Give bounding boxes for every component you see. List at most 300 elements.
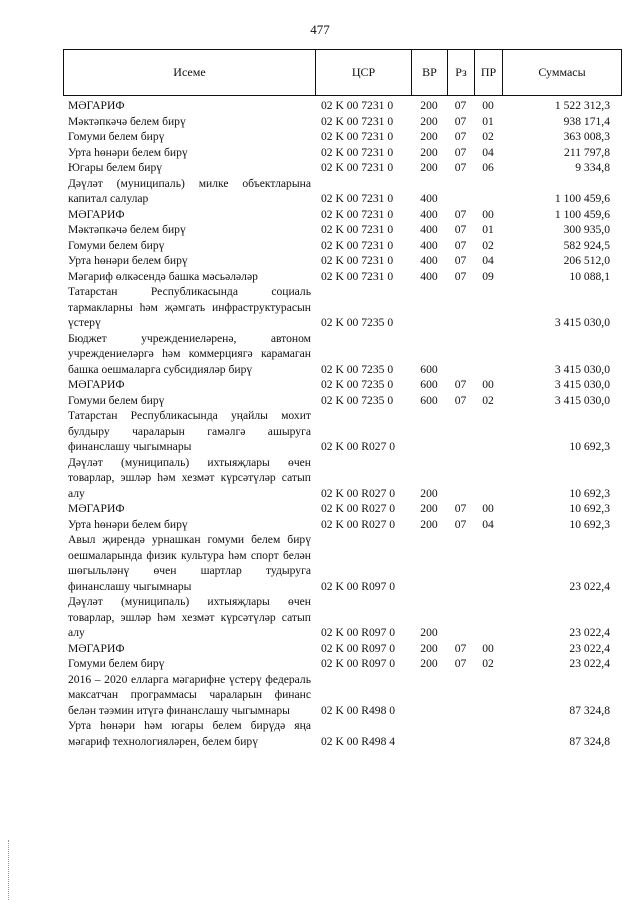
row-csr-text: 02 K 00 7231 0 bbox=[321, 161, 394, 174]
row-sum bbox=[502, 176, 620, 207]
row-vr-text: 400 bbox=[420, 269, 438, 283]
row-pr bbox=[474, 377, 502, 393]
row-sum bbox=[502, 408, 620, 455]
row-name bbox=[63, 393, 315, 409]
table-row bbox=[63, 408, 622, 455]
header-rz: Рз bbox=[448, 50, 475, 95]
row-vr-text: 200 bbox=[420, 114, 438, 128]
row-sum-text: 10 692,3 bbox=[569, 486, 610, 500]
row-pr-text: 02 bbox=[482, 393, 494, 407]
row-sum-text: 1 100 459,6 bbox=[554, 192, 610, 205]
row-rz-text: 07 bbox=[454, 130, 467, 143]
row-name bbox=[63, 98, 315, 114]
row-rz bbox=[447, 377, 474, 393]
row-name-text: МӘГАРИФ bbox=[68, 502, 125, 515]
row-rz bbox=[447, 532, 474, 594]
row-pr bbox=[474, 501, 502, 517]
row-sum-text: 938 171,4 bbox=[563, 114, 610, 128]
row-pr bbox=[474, 114, 502, 130]
row-rz bbox=[447, 393, 474, 409]
row-pr bbox=[474, 672, 502, 719]
table-row bbox=[63, 455, 622, 502]
row-csr bbox=[315, 160, 411, 176]
row-pr-text: 04 bbox=[482, 254, 494, 267]
row-name bbox=[63, 114, 315, 130]
row-vr bbox=[411, 222, 447, 238]
row-vr bbox=[411, 160, 447, 176]
row-csr bbox=[315, 238, 411, 254]
row-csr-text: 02 K 00 7231 0 bbox=[321, 130, 394, 143]
row-rz-text: 07 bbox=[454, 641, 467, 655]
row-sum bbox=[502, 98, 620, 114]
row-rz-text: 07 bbox=[454, 502, 467, 515]
table-row bbox=[63, 517, 622, 533]
table-row bbox=[63, 160, 622, 176]
row-name bbox=[63, 501, 315, 517]
row-sum-text: 300 935,0 bbox=[563, 223, 610, 236]
row-vr bbox=[411, 641, 447, 657]
row-csr-text: 02 K 00 R027 0 bbox=[321, 502, 396, 515]
row-name-text: Югары белем бирү bbox=[68, 161, 163, 174]
row-name bbox=[63, 176, 315, 207]
row-sum-text: 1 100 459,6 bbox=[554, 207, 610, 221]
row-rz bbox=[447, 176, 474, 207]
row-csr-text: 02 K 00 R097 0 bbox=[321, 641, 396, 655]
row-csr-text: 02 K 00 7235 0 bbox=[321, 378, 394, 391]
row-sum-text: 363 008,3 bbox=[563, 130, 610, 143]
row-rz bbox=[447, 594, 474, 641]
row-sum bbox=[502, 718, 620, 749]
table-header bbox=[63, 49, 622, 96]
row-sum bbox=[502, 129, 620, 145]
row-vr-text: 200 bbox=[420, 161, 438, 174]
header-sum: Суммасы bbox=[538, 65, 586, 79]
row-pr-text: 01 bbox=[482, 114, 494, 128]
table-row bbox=[63, 672, 622, 719]
row-vr bbox=[411, 393, 447, 409]
row-name-text: Гомуми белем бирү bbox=[68, 657, 165, 670]
row-name-text: Мәктәпкәчә белем бирү bbox=[68, 223, 186, 236]
row-pr-text: 01 bbox=[482, 223, 494, 236]
row-rz-text: 07 bbox=[454, 161, 467, 174]
row-csr-text: 02 K 00 R498 4 bbox=[321, 734, 396, 748]
table-row bbox=[63, 284, 622, 331]
row-csr bbox=[315, 718, 411, 749]
row-vr-text: 200 bbox=[420, 517, 438, 531]
row-rz-text: 07 bbox=[454, 145, 467, 159]
row-vr bbox=[411, 377, 447, 393]
row-vr-text: 200 bbox=[420, 99, 438, 112]
row-vr bbox=[411, 269, 447, 285]
row-pr bbox=[474, 331, 502, 378]
table-row bbox=[63, 129, 622, 145]
row-sum bbox=[502, 641, 620, 657]
row-csr bbox=[315, 284, 411, 331]
row-name bbox=[63, 253, 315, 269]
row-name bbox=[63, 238, 315, 254]
row-pr bbox=[474, 253, 502, 269]
row-sum bbox=[502, 238, 620, 254]
table-row bbox=[63, 269, 622, 285]
row-rz-text: 07 bbox=[454, 223, 467, 236]
row-vr-text: 200 bbox=[420, 641, 438, 655]
row-vr-text: 200 bbox=[420, 657, 438, 670]
row-name-text: Урта һөнәри һәм югары белем бирүдә яңа мәгариф технологияләрен, белем бирү bbox=[68, 719, 311, 748]
row-name-text: Гомуми белем бирү bbox=[68, 238, 165, 252]
row-sum bbox=[502, 672, 620, 719]
row-csr bbox=[315, 393, 411, 409]
row-name-text: Авыл җирендә урнашкан гомуми белем бирү оешмаларында физик культура һәм спорт белән шөгыльләнү өчен шартлар тудыруга финанслашу чыгымнары bbox=[68, 533, 311, 593]
table-row bbox=[63, 718, 622, 749]
row-rz bbox=[447, 718, 474, 749]
row-csr bbox=[315, 145, 411, 161]
row-csr bbox=[315, 222, 411, 238]
header-name: Исеме bbox=[64, 50, 316, 95]
row-sum-text: 87 324,8 bbox=[569, 703, 610, 717]
row-sum-text: 3 415 030,0 bbox=[554, 316, 610, 329]
row-sum-text: 10 692,3 bbox=[569, 517, 610, 531]
header-pr: ПР bbox=[475, 50, 503, 95]
row-pr-text: 00 bbox=[482, 99, 494, 112]
row-rz bbox=[447, 501, 474, 517]
row-sum-text: 3 415 030,0 bbox=[554, 362, 610, 376]
row-csr bbox=[315, 641, 411, 657]
row-pr-text: 00 bbox=[482, 502, 494, 515]
row-name bbox=[63, 222, 315, 238]
row-csr bbox=[315, 253, 411, 269]
row-rz-text: 07 bbox=[454, 517, 467, 531]
table-row bbox=[63, 594, 622, 641]
row-sum bbox=[502, 222, 620, 238]
row-name-text: Мәктәпкәчә белем бирү bbox=[68, 114, 186, 128]
row-rz bbox=[447, 656, 474, 672]
row-sum-text: 23 022,4 bbox=[569, 626, 610, 639]
row-csr-text: 02 K 00 7235 0 bbox=[321, 316, 394, 329]
row-name-text: Дәүләт (муниципаль) милке объектларына капитал салулар bbox=[68, 176, 311, 205]
row-name bbox=[63, 641, 315, 657]
row-name bbox=[63, 145, 315, 161]
row-vr-text: 200 bbox=[420, 502, 438, 515]
row-name-text: МӘГАРИФ bbox=[68, 378, 125, 391]
page-number: 477 bbox=[310, 22, 330, 37]
row-vr bbox=[411, 718, 447, 749]
row-name bbox=[63, 331, 315, 378]
row-sum-text: 10 692,3 bbox=[569, 502, 610, 515]
row-vr bbox=[411, 672, 447, 719]
row-csr-text: 02 K 00 7235 0 bbox=[321, 393, 394, 407]
row-sum bbox=[502, 377, 620, 393]
row-rz bbox=[447, 331, 474, 378]
row-csr bbox=[315, 129, 411, 145]
row-pr bbox=[474, 408, 502, 455]
table-row bbox=[63, 98, 622, 114]
row-pr-text: 06 bbox=[482, 161, 494, 174]
row-sum-text: 3 415 030,0 bbox=[554, 393, 610, 407]
table-row bbox=[63, 253, 622, 269]
row-csr bbox=[315, 207, 411, 223]
row-csr-text: 02 K 00 R498 0 bbox=[321, 703, 396, 717]
row-sum bbox=[502, 114, 620, 130]
row-name bbox=[63, 718, 315, 749]
row-pr-text: 00 bbox=[482, 207, 494, 221]
row-name bbox=[63, 532, 315, 594]
row-sum bbox=[502, 393, 620, 409]
row-csr-text: 02 K 00 7231 0 bbox=[321, 269, 394, 283]
row-sum bbox=[502, 207, 620, 223]
row-rz bbox=[447, 160, 474, 176]
row-csr-text: 02 K 00 R027 0 bbox=[321, 440, 396, 453]
row-pr-text: 02 bbox=[482, 657, 494, 670]
row-name bbox=[63, 455, 315, 502]
row-vr bbox=[411, 253, 447, 269]
row-csr-text: 02 K 00 R097 0 bbox=[321, 626, 396, 639]
row-sum bbox=[502, 160, 620, 176]
row-vr bbox=[411, 501, 447, 517]
row-pr bbox=[474, 129, 502, 145]
row-name-text: Урта һөнәри белем бирү bbox=[68, 254, 188, 267]
row-rz bbox=[447, 114, 474, 130]
row-vr bbox=[411, 455, 447, 502]
row-sum bbox=[502, 594, 620, 641]
row-sum-text: 206 512,0 bbox=[563, 254, 610, 267]
row-vr bbox=[411, 594, 447, 641]
row-sum bbox=[502, 331, 620, 378]
row-pr-text: 04 bbox=[482, 517, 494, 531]
table-row bbox=[63, 238, 622, 254]
row-csr-text: 02 K 00 7231 0 bbox=[321, 192, 394, 205]
row-vr bbox=[411, 238, 447, 254]
row-name bbox=[63, 129, 315, 145]
row-name-text: Бюджет учреждениеләренә, автоном учреждениеләргә һәм коммерциягә карамаган башка оешмаларга субсидияләр бирү bbox=[68, 331, 311, 376]
row-pr bbox=[474, 176, 502, 207]
row-rz bbox=[447, 672, 474, 719]
row-csr bbox=[315, 269, 411, 285]
row-rz bbox=[447, 129, 474, 145]
row-name bbox=[63, 656, 315, 672]
row-pr bbox=[474, 455, 502, 502]
row-csr-text: 02 K 00 7231 0 bbox=[321, 238, 394, 252]
table-row bbox=[63, 377, 622, 393]
row-name bbox=[63, 408, 315, 455]
row-csr bbox=[315, 98, 411, 114]
row-csr-text: 02 K 00 7231 0 bbox=[321, 99, 394, 112]
row-name-text: МӘГАРИФ bbox=[68, 99, 125, 112]
table-row bbox=[63, 656, 622, 672]
row-rz-text: 07 bbox=[454, 254, 467, 267]
row-pr bbox=[474, 656, 502, 672]
row-pr-text: 00 bbox=[482, 378, 494, 391]
row-name bbox=[63, 207, 315, 223]
row-rz bbox=[447, 253, 474, 269]
row-name-text: Татарстан Республикасында уңайлы мохит булдыру чараларын гамәлгә ашыруга финанслашу чыгымнары bbox=[68, 409, 311, 453]
row-name-text: 2016 – 2020 елларга мәгарифне үстерү федераль максатчан программасы чараларын финанс белән тәэмин итүгә финанслашу чыгымнары bbox=[68, 672, 311, 717]
table-row bbox=[63, 114, 622, 130]
row-csr bbox=[315, 408, 411, 455]
row-rz bbox=[447, 98, 474, 114]
margin-dots bbox=[8, 840, 11, 900]
row-name bbox=[63, 160, 315, 176]
row-pr bbox=[474, 160, 502, 176]
row-csr-text: 02 K 00 R027 0 bbox=[321, 517, 396, 531]
row-rz bbox=[447, 455, 474, 502]
table-row bbox=[63, 393, 622, 409]
row-vr-text: 200 bbox=[420, 486, 438, 500]
row-csr bbox=[315, 532, 411, 594]
row-pr-text: 09 bbox=[482, 269, 494, 283]
row-pr bbox=[474, 393, 502, 409]
header-vr: ВР bbox=[412, 50, 448, 95]
table-row bbox=[63, 145, 622, 161]
row-name-text: Татарстан Республикасында социаль тармакларны һәм җәмгать инфраструктурасын үстерү bbox=[68, 285, 311, 329]
row-sum-text: 10 088,1 bbox=[569, 269, 610, 283]
row-csr-text: 02 K 00 7231 0 bbox=[321, 254, 394, 267]
row-sum bbox=[502, 517, 620, 533]
row-rz bbox=[447, 207, 474, 223]
row-rz bbox=[447, 641, 474, 657]
row-name-text: Дәүләт (муниципаль) ихтыяҗлары өчен товарлар, эшләр һәм хезмәт күрсәтүләр сатып алу bbox=[68, 595, 311, 639]
row-vr-text: 400 bbox=[420, 254, 438, 267]
table-body bbox=[63, 98, 622, 749]
row-sum-text: 9 334,8 bbox=[575, 161, 610, 174]
table-row bbox=[63, 641, 622, 657]
row-sum bbox=[502, 455, 620, 502]
row-pr bbox=[474, 98, 502, 114]
row-name-text: Дәүләт (муниципаль) ихтыяҗлары өчен товарлар, эшләр һәм хезмәт күрсәтүләр сатып алу bbox=[68, 455, 311, 500]
row-name-text: Гомуми белем бирү bbox=[68, 393, 165, 407]
row-vr bbox=[411, 331, 447, 378]
row-name-text: МӘГАРИФ bbox=[68, 207, 125, 221]
row-pr-text: 04 bbox=[482, 145, 494, 159]
row-rz-text: 07 bbox=[454, 393, 467, 407]
row-csr bbox=[315, 114, 411, 130]
row-vr-text: 600 bbox=[420, 393, 438, 407]
row-sum-text: 582 924,5 bbox=[563, 238, 610, 252]
row-rz-text: 07 bbox=[454, 99, 467, 112]
table-row bbox=[63, 222, 622, 238]
row-name bbox=[63, 517, 315, 533]
row-pr-text: 00 bbox=[482, 641, 494, 655]
row-sum bbox=[502, 284, 620, 331]
row-vr bbox=[411, 517, 447, 533]
row-name bbox=[63, 269, 315, 285]
row-vr-text: 400 bbox=[420, 207, 438, 221]
table-row bbox=[63, 331, 622, 378]
row-name-text: Урта һөнәри белем бирү bbox=[68, 145, 188, 159]
row-name-text: Урта һөнәри белем бирү bbox=[68, 517, 188, 531]
row-sum bbox=[502, 145, 620, 161]
row-vr-text: 200 bbox=[420, 626, 438, 639]
row-vr-text: 200 bbox=[420, 130, 438, 143]
row-csr-text: 02 K 00 7231 0 bbox=[321, 207, 394, 221]
row-vr bbox=[411, 176, 447, 207]
row-csr bbox=[315, 455, 411, 502]
row-sum-text: 23 022,4 bbox=[569, 657, 610, 670]
row-name bbox=[63, 594, 315, 641]
row-name bbox=[63, 672, 315, 719]
row-csr-text: 02 K 00 7235 0 bbox=[321, 362, 394, 376]
row-csr bbox=[315, 672, 411, 719]
row-rz-text: 07 bbox=[454, 238, 467, 252]
row-name-text: Мәгариф өлкәсендә башка мәсьәләләр bbox=[68, 269, 258, 283]
row-csr-text: 02 K 00 R097 0 bbox=[321, 579, 396, 593]
row-pr bbox=[474, 641, 502, 657]
header-csr: ЦСР bbox=[316, 50, 412, 95]
row-vr bbox=[411, 98, 447, 114]
row-csr bbox=[315, 377, 411, 393]
row-vr bbox=[411, 145, 447, 161]
row-pr-text: 02 bbox=[482, 238, 494, 252]
row-vr bbox=[411, 408, 447, 455]
row-sum-text: 1 522 312,3 bbox=[554, 99, 610, 112]
row-pr bbox=[474, 517, 502, 533]
row-rz bbox=[447, 408, 474, 455]
table-row bbox=[63, 207, 622, 223]
table-row bbox=[63, 501, 622, 517]
row-pr bbox=[474, 284, 502, 331]
row-vr-text: 400 bbox=[420, 238, 438, 252]
row-vr-text: 400 bbox=[420, 223, 438, 236]
row-csr bbox=[315, 517, 411, 533]
row-rz-text: 07 bbox=[454, 657, 467, 670]
row-csr-text: 02 K 00 R027 0 bbox=[321, 486, 396, 500]
row-vr bbox=[411, 129, 447, 145]
row-sum bbox=[502, 269, 620, 285]
row-csr-text: 02 K 00 7231 0 bbox=[321, 223, 394, 236]
row-csr bbox=[315, 594, 411, 641]
row-rz-text: 07 bbox=[454, 207, 467, 221]
row-sum-text: 87 324,8 bbox=[569, 734, 610, 748]
row-pr bbox=[474, 222, 502, 238]
row-name-text: Гомуми белем бирү bbox=[68, 130, 165, 143]
row-csr bbox=[315, 176, 411, 207]
row-rz bbox=[447, 517, 474, 533]
row-sum-text: 3 415 030,0 bbox=[554, 378, 610, 391]
row-rz bbox=[447, 145, 474, 161]
row-csr-text: 02 K 00 7231 0 bbox=[321, 145, 394, 159]
row-csr-text: 02 K 00 7231 0 bbox=[321, 114, 394, 128]
row-name bbox=[63, 377, 315, 393]
row-pr bbox=[474, 594, 502, 641]
row-sum bbox=[502, 501, 620, 517]
row-pr bbox=[474, 207, 502, 223]
row-vr bbox=[411, 114, 447, 130]
row-pr-text: 02 bbox=[482, 130, 494, 143]
row-name-text: МӘГАРИФ bbox=[68, 641, 125, 655]
row-sum-text: 23 022,4 bbox=[569, 641, 610, 655]
row-csr bbox=[315, 501, 411, 517]
row-vr-text: 600 bbox=[420, 362, 438, 376]
row-rz-text: 07 bbox=[454, 378, 467, 391]
row-rz-text: 07 bbox=[454, 114, 467, 128]
row-vr bbox=[411, 656, 447, 672]
row-sum bbox=[502, 532, 620, 594]
row-csr bbox=[315, 331, 411, 378]
row-rz bbox=[447, 222, 474, 238]
table-row bbox=[63, 176, 622, 207]
row-sum-text: 211 797,8 bbox=[564, 145, 610, 159]
row-rz-text: 07 bbox=[454, 269, 467, 283]
row-sum-text: 23 022,4 bbox=[569, 579, 610, 593]
row-csr-text: 02 K 00 R097 0 bbox=[321, 657, 396, 670]
row-sum bbox=[502, 253, 620, 269]
row-vr-text: 400 bbox=[420, 192, 438, 205]
row-pr bbox=[474, 532, 502, 594]
row-pr bbox=[474, 718, 502, 749]
row-sum bbox=[502, 656, 620, 672]
row-rz bbox=[447, 238, 474, 254]
row-vr-text: 600 bbox=[420, 378, 438, 391]
row-vr bbox=[411, 284, 447, 331]
